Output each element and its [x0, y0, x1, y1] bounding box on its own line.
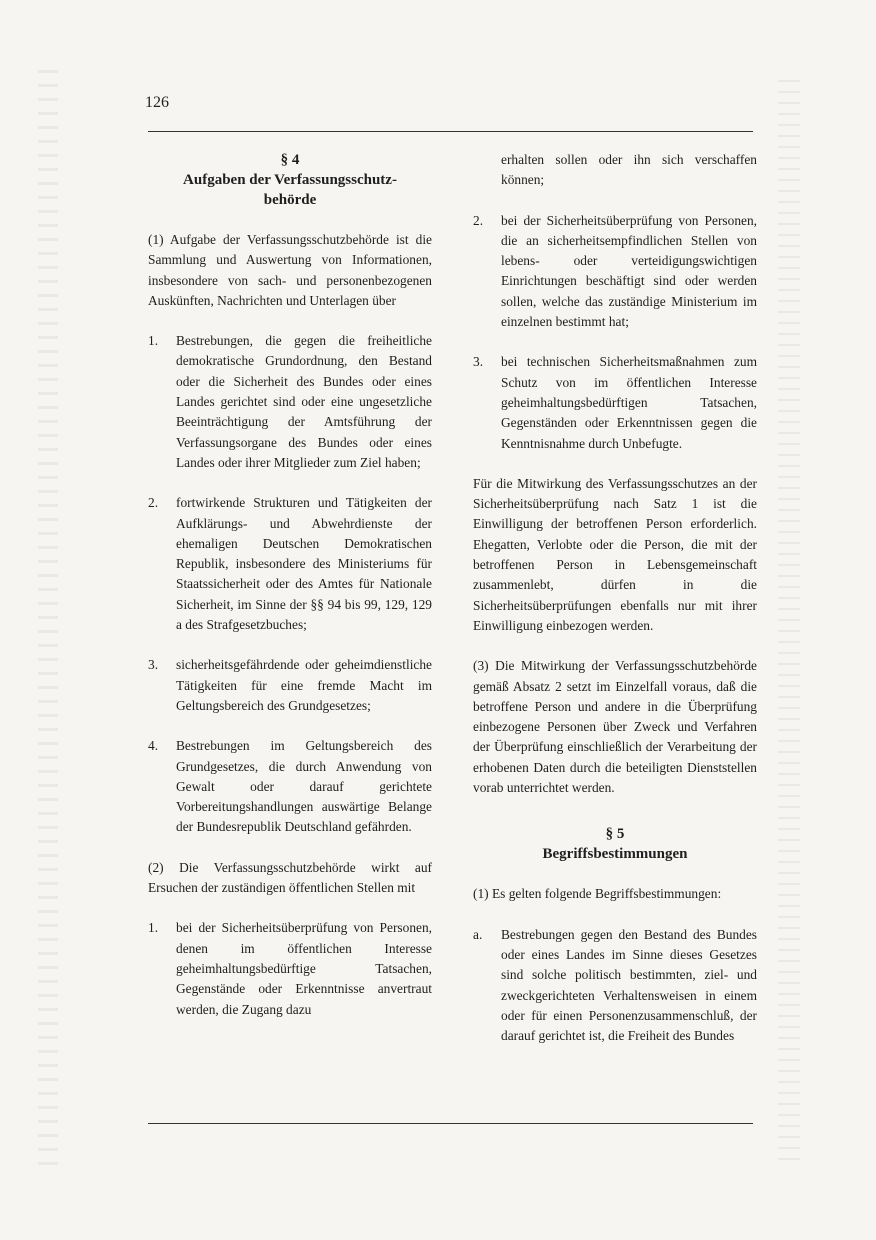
- list-text: bei der Sicherheitsüberprüfung von Personen, denen im öffentlichen Interesse geheimhaltungsbedürftige Tatsachen, Gegenstände oder Erkenntnisse anvertraut werden, die Zugang dazu: [176, 920, 432, 1017]
- list-item: [473, 925, 757, 1047]
- list-letter: a.: [473, 926, 483, 942]
- paragraph: (2) Die Verfassungsschutzbehörde wirkt auf Ersuchen der zuständigen öffentlichen Stellen mit: [148, 859, 432, 896]
- bottom-rule: [148, 1123, 753, 1124]
- section-number: § 4: [280, 152, 300, 168]
- list-text: bei technischen Sicherheitsmaßnahmen zum Schutz von im öffentlichen Interesse geheimhaltungsbedürftigen Tatsachen, Gegenständen oder Erkenntnissen gegen die Kenntnisnahme durch Unbefugte.: [501, 354, 757, 451]
- section-title-line: Begriffsbestimmungen: [542, 846, 688, 863]
- list-text: Bestrebungen gegen den Bestand des Bundes oder eines Landes im Sinne dieses Gesetzes sind solche politisch bestimmten, ziel- und zweckgerichteten Verhaltensweisen in einem oder für einen Personenzusammenschluß, der darauf gerichtet ist, die Freiheit des Bundes: [501, 926, 757, 1044]
- scan-edge-artifact: [778, 80, 800, 1160]
- paragraph: (1) Aufgabe der Verfassungsschutzbehörde ist die Sammlung und Auswertung von Informationen, insbesondere von sach- und personenbezogenen Auskünften, Nachrichten und Unterlagen über: [148, 232, 432, 308]
- list-text: Bestrebungen, die gegen die freiheitliche demokratische Grundordnung, den Bestand oder die Sicherheit des Bundes oder eines Landes gerichtet sind oder eine ungesetzliche Beeinträchtigung der Amtsführung der Verfassungsorgane des Bundes oder eines Landes oder ihrer Mitglieder zum Ziel haben;: [176, 333, 432, 470]
- scan-edge-artifact: [38, 70, 58, 1170]
- paragraph: Für die Mitwirkung des Verfassungsschutzes an der Sicherheitsüberprüfung nach Satz 1 ist die Einwilligung der betroffenen Person erforderlich. Ehegatten, Verlobte oder die Person, die mit der betroffenen Person in Lebensgemeinschaft zusammenlebt, dürfen in die Sicherheitsüberprüfungen ebenfalls nur mit ihrer Einwilligung einbezogen werden.: [473, 475, 757, 633]
- right-column: [473, 150, 757, 1066]
- list-text: fortwirkende Strukturen und Tätigkeiten der Aufklärungs- und Abwehrdienste der ehemaligen Deutschen Demokratischen Republik, insbesondere des Ministeriums für Staatssicherheit oder des Amtes für Nationale Sicherheit, im Sinne der §§ 94 bis 99, 129, 129 a des Strafgesetzbuches;: [176, 495, 432, 633]
- section-title-line: behörde: [263, 192, 317, 208]
- left-column: [148, 150, 432, 1040]
- paragraph: (3) Die Mitwirkung der Verfassungsschutzbehörde gemäß Absatz 2 setzt im Einzelfall voraus, daß die betroffene Person und andere in die Überprüfung einbezogene Personen über Zweck und Verfahren der Überprüfung einschließlich der Verarbeitung der erhobenen Daten durch die beteiligten Dienststellen vorab unterrichtet werden.: [473, 658, 757, 796]
- list-text: sicherheitsgefährdende oder geheimdienstliche Tätigkeiten für eine fremde Macht im Geltungsbereich des Grundgesetzes;: [176, 657, 432, 713]
- section-title-line: Aufgaben der Verfassungsschutz-: [183, 172, 397, 188]
- section-heading-4: [148, 150, 432, 210]
- list-number: 3.: [473, 354, 484, 370]
- list-number: 1.: [148, 333, 159, 349]
- list-number: 2.: [148, 495, 159, 511]
- paragraph: (1) Es gelten folgende Begriffsbestimmungen:: [473, 886, 722, 902]
- list-item: [473, 352, 757, 453]
- section-number: § 5: [605, 826, 625, 843]
- list-number: 4.: [148, 738, 159, 754]
- list-item: [148, 918, 432, 1019]
- list-item: [148, 655, 432, 716]
- list-item: [148, 331, 432, 473]
- list-number: 1.: [148, 920, 159, 936]
- list-number: 2.: [473, 212, 484, 228]
- page-number: 126: [145, 94, 169, 111]
- section-heading-5: [473, 824, 757, 864]
- list-item-continuation: [473, 150, 757, 191]
- list-item: [473, 211, 757, 333]
- list-text: erhalten sollen oder ihn sich verschaffen können;: [501, 152, 757, 188]
- top-rule: [148, 131, 753, 132]
- list-number: 3.: [148, 657, 159, 673]
- list-item: [148, 493, 432, 635]
- list-text: Bestrebungen im Geltungsbereich des Grundgesetzes, die durch Anwendung von Gewalt oder darauf gerichtete Vorbereitungshandlungen auswärtige Belange der Bundesrepublik Deutschland gefährden.: [176, 738, 432, 835]
- list-text: bei der Sicherheitsüberprüfung von Personen, die an sicherheitsempfindlichen Stellen von lebens- oder verteidigungswichtigen Einrichtungen beschäftigt sind oder werden sollen, welche das zuständige Ministerium im einzelnen bestimmt hat;: [501, 212, 757, 330]
- list-item: [148, 736, 432, 837]
